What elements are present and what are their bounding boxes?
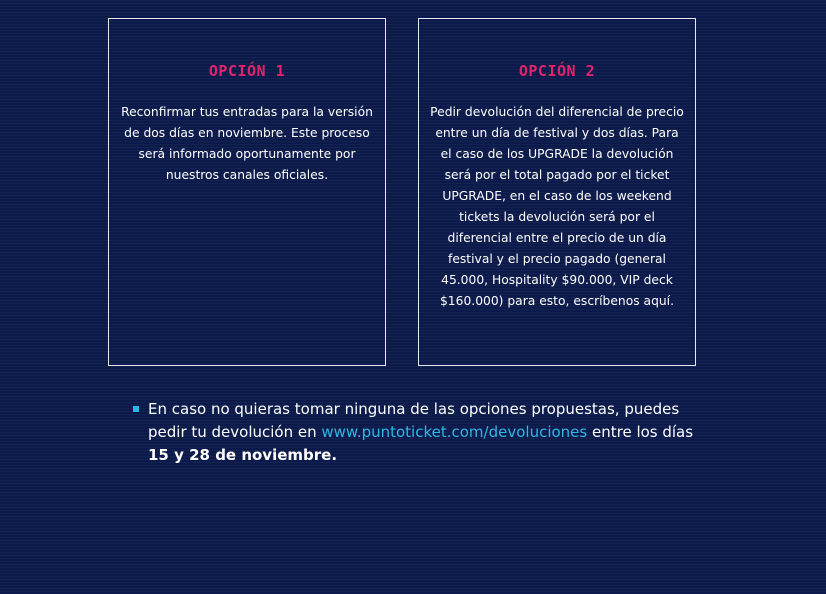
refund-note-intro: En caso no quieras tomar ninguna de las opciones propuestas, puedes pedir tu devolución en xyxy=(148,400,680,441)
option-2-description: Pedir devolución del diferencial de precio entre un día de festival y dos días. Para el caso de los UPGRADE la devolución será por el total pagado por el ticket UPGRADE, en el caso de los weekend tickets la devolución será por el diferencial entre el precio de un día festival y el precio pagado (general 45.000, Hospitality $90.000, VIP deck $160.000) para esto, escríbenos aquí. xyxy=(430,105,684,308)
refund-note-text xyxy=(148,398,713,467)
square-bullet-icon xyxy=(133,406,139,412)
option-1-title: OPCIÓN 1 xyxy=(208,62,286,80)
refund-note-dates-intro: entre los días xyxy=(587,423,694,441)
refund-note xyxy=(133,398,713,467)
option-2-card xyxy=(418,18,696,366)
option-1-card xyxy=(108,18,386,366)
refund-note-dates: 15 y 28 de noviembre. xyxy=(148,446,338,464)
refund-link[interactable]: www.puntoticket.com/devoluciones xyxy=(321,423,588,441)
option-2-title: OPCIÓN 2 xyxy=(518,62,596,80)
option-1-description: Reconfirmar tus entradas para la versión de dos días en noviembre. Este proceso será informado oportunamente por nuestros canales oficiales. xyxy=(121,105,373,182)
